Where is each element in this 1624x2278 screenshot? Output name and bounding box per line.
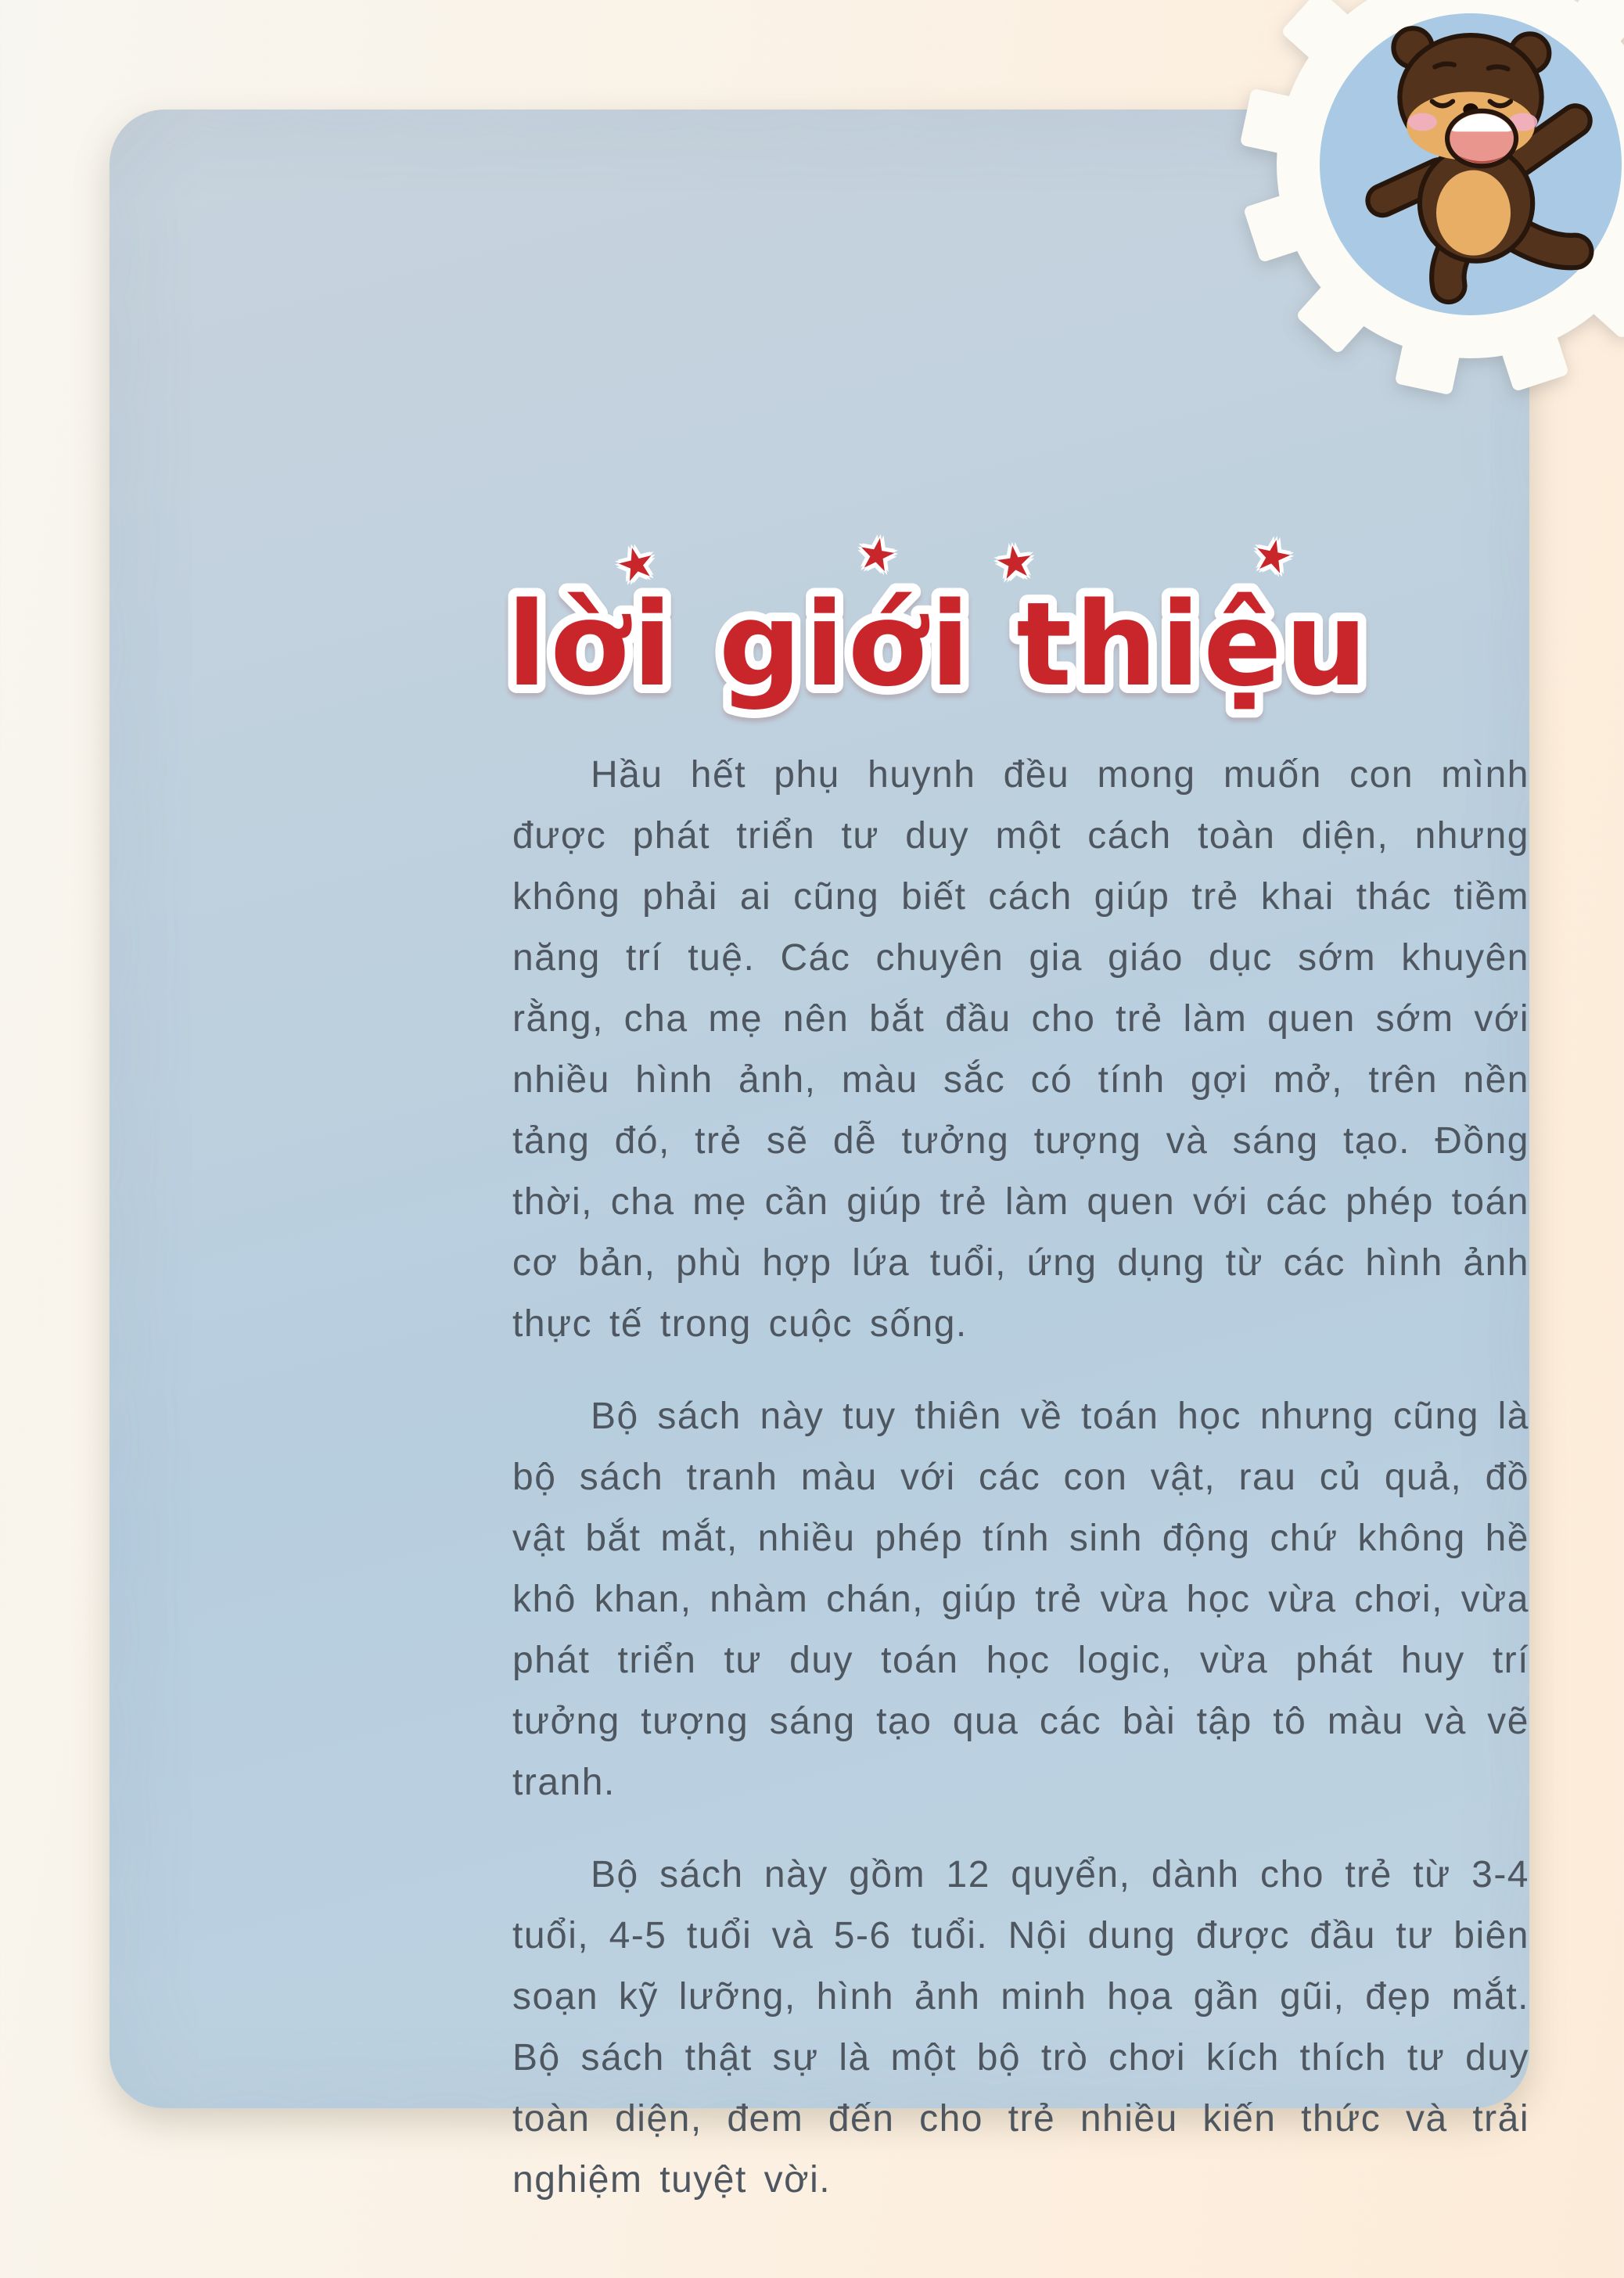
star-icon: ★ (611, 534, 661, 593)
bear-badge (1236, 0, 1624, 450)
intro-paragraph: Bộ sách này tuy thiên về toán học nhưng cũng là bộ sách tranh màu với các con vật, rau củ quả, đồ vật bắt mắt, nhiều phép tính sinh động chứ không hề khô khan, nhàm chán, giúp trẻ vừa học vừa chơi, vừa phát triển tư duy toán học logic, vừa phát huy trí tưởng tượng sáng tạo qua các bài tập tô màu và vẽ tranh. (512, 1396, 1529, 1803)
page-title-art (415, 536, 1463, 739)
intro-text-block (512, 745, 1529, 2242)
page-title (415, 526, 1463, 755)
star-icon: ★ (1249, 527, 1298, 584)
bear-badge-art (1236, 0, 1624, 450)
star-icon: ★ (853, 526, 901, 582)
intro-paragraph: Bộ sách này gồm 12 quyển, dành cho trẻ từ 3-4 tuổi, 4-5 tuổi và 5-6 tuổi. Nội dung được đầu tư biên soạn kỹ lưỡng, hình ảnh minh họa gần gũi, đẹp mắt. Bộ sách thật sự là một bộ trò chơi kích thích tư duy toàn diện, đem đến cho trẻ nhiều kiến thức và trải nghiệm tuyệt vời. (512, 1854, 1529, 2201)
intro-paragraph: Hầu hết phụ huynh đều mong muốn con mình được phát triển tư duy một cách toàn diện, nhưng không phải ai cũng biết cách giúp trẻ khai thác tiềm năng trí tuệ. Các chuyên gia giáo dục sớm khuyên rằng, cha mẹ nên bắt đầu cho trẻ làm quen sớm với nhiều hình ảnh, màu sắc có tính gợi mở, trên nền tảng đó, trẻ sẽ dễ tưởng tượng và sáng tạo. Đồng thời, cha mẹ cần giúp trẻ làm quen với các phép toán cơ bản, phù hợp lứa tuổi, ứng dụng từ các hình ảnh thực tế trong cuộc sống. (512, 754, 1529, 1345)
star-icon: ★ (991, 534, 1038, 590)
page-title-text: lời giới thiệu (507, 577, 1371, 712)
